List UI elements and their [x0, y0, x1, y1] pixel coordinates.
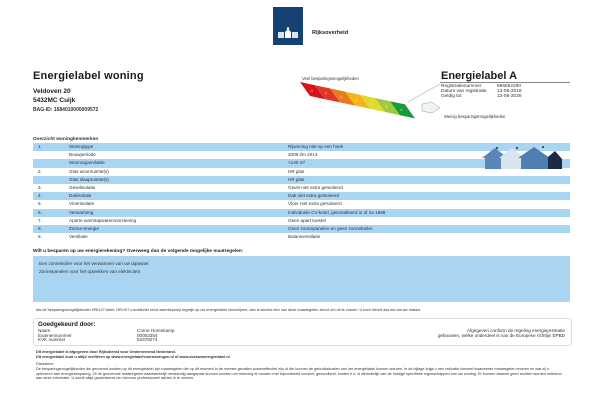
pointer-line [408, 84, 440, 102]
row-value: Vloer niet extra geïsoleerd [288, 201, 342, 207]
disclaimer-text: De besparingsmogelijkheden die genoemd worden op dit energielabel zijn maatregelen die op dit moment in de meeste gevallen kosteneffectief zijn of die kunnen de gebruikskosten van het energielabel kunnen worden. In de bijlage krijgt u een indicatie hoeveel kwarteerde maatregelen leveren en wat zij u opleveren aan energiebesparing. Of de genoemde maatregelen daadwerkelijk verstandig aangepast kunnen worden om rekening te houden met bijvoorbeeld comfort, gezondheid, kosten e.d. is afhankelijk van de huidige specifieke eigenschappen van uw woning. Er kunnen daarom geen rechten worden ontleend aan deze informatie. U wordt altijd geadviseerd om hiervoor professioneel advies in te winnen. [36, 367, 562, 380]
terraced-houses-icon [482, 145, 564, 171]
row-label: Woningtype [69, 144, 94, 149]
overview-title: Overzicht woningkenmerken [33, 137, 99, 142]
valid-until-row [441, 94, 522, 99]
table-row [33, 217, 570, 225]
issued-line: Dit energielabel is afgegeven door Rijksdienst voor Ondernemend Nederland. [36, 350, 176, 354]
savings-question: Wilt u besparen op uw energierekening? Overweeg dan de volgende mogelijke maatregelen: [33, 249, 244, 254]
conformity-line: Afgegeven conform de regeling energieprestatie [466, 328, 565, 333]
table-row [33, 184, 570, 192]
exam-number-value: 00003354 [137, 332, 158, 338]
registration-date-key: Datum van registratie [441, 89, 487, 94]
row-number: 9. [38, 234, 42, 240]
current-class-marker [422, 102, 440, 113]
verify-line: Dit energielabel kunt u altijd verifiëren op www.energielabelvoorwoningen.nl of www.zoekuwenergielabel.nl. [36, 354, 231, 359]
conformity-line: gebouwen, welke onderdeel is van de Europese richtlijn EPBD [437, 332, 565, 338]
row-value: Rijwoning niet op een hoek [288, 144, 344, 149]
measure-item: Zonnepanelen voor het opwekken van elektriciteit [39, 269, 140, 274]
row-label: Verwarming [69, 209, 94, 215]
scale-class-label: B [385, 104, 388, 109]
org-name: Rijksoverheid [312, 30, 349, 36]
row-value: HR glas [288, 176, 305, 182]
row-number: 4. [38, 193, 42, 199]
scale-class-label: E [340, 94, 343, 100]
row-number: 7. [38, 217, 42, 223]
row-number: 8. [38, 225, 42, 231]
row-label: Vloerisolatie [69, 201, 95, 207]
row-label: Bouwperiode [69, 152, 96, 158]
approver-name-value: Corne Hurenkamp [137, 328, 175, 333]
scale-bottom-label: Weinig besparingsmogelijkheden [444, 114, 506, 119]
row-label: Ventilatie [69, 234, 88, 240]
row-number: 5. [38, 201, 42, 207]
disclaimer-title: Disclaimer [36, 362, 54, 366]
row-value: Geen zonnepanelen en geen zonneboiler [288, 225, 373, 231]
scale-top-label: Veel besparingsmogelijkheden [302, 76, 359, 81]
row-number: 1. [38, 144, 42, 149]
row-value: 2006 t/m 2013 [288, 152, 318, 158]
row-label: Glas slaapruimte(s) [69, 176, 109, 182]
energy-label-title: Energielabel A [441, 70, 518, 82]
scale-class-label: C [370, 100, 373, 106]
street-address: Veldoven 20 [33, 88, 71, 95]
bag-id: BAG-ID: 1684010000009572 [33, 107, 99, 113]
measure-item: Een zonneboiler voor het verwarmen van uw tapwater [39, 261, 149, 266]
registration-value: 666652290 [497, 84, 522, 89]
row-label: Woonoppervlakte [69, 160, 105, 166]
divider [440, 82, 570, 83]
scale-class-label: A [400, 107, 403, 113]
valid-until-key: Geldig tot [441, 94, 462, 99]
postal-city: 5432MC Cuijk [33, 97, 76, 104]
row-label: Zonne-energie [69, 225, 99, 231]
coat-of-arms-icon [277, 27, 299, 39]
registration-key: Registratienummer [441, 84, 482, 89]
row-label: Aparte warmtapwatervoorziening [69, 217, 137, 223]
conformity-statement [438, 329, 565, 339]
valid-until-value: 13-06-2028 [497, 94, 522, 99]
table-row [33, 176, 570, 184]
row-label: Dakisolatie [69, 193, 92, 199]
row-value: Gevel niet extra geïsoleerd [288, 184, 343, 190]
kvk-number-value: 63378274 [137, 337, 158, 342]
row-value: Balansventilatie [288, 234, 321, 240]
issued-by [36, 350, 231, 359]
scale-class-label: D [355, 97, 358, 103]
row-value: Geen apart toestel [288, 217, 326, 223]
row-number: 3. [38, 184, 42, 190]
scale-class-label: F [325, 91, 328, 97]
row-label: Glas woonruimte(s) [69, 168, 109, 174]
row-label: Gevelisolatie [69, 184, 96, 190]
table-row [33, 209, 570, 217]
kvk-number-key: KVK nummer [38, 337, 66, 342]
scale-class-label: G [310, 88, 314, 93]
rijksoverheid-logo [273, 7, 303, 45]
table-row [33, 192, 570, 200]
approval-box [33, 318, 572, 346]
measures-note: Als de besparingsmogelijkheden HRr107-ketel, HRr107-combiketel en/of warmtepomp tegelijk op uw energielabel verschijnen, dan is slechts één van deze maatregelen zinvol om uit te voeren. U kunt hieruit dus een keuze maken. [36, 308, 422, 312]
exam-number-key: Examennummer [38, 332, 72, 338]
table-row [33, 233, 570, 241]
table-row [33, 225, 570, 233]
row-value: Dak niet extra geïsoleerd [288, 193, 340, 199]
row-value: <140 m² [288, 160, 305, 166]
approval-title: Goedgekeurd door: [38, 321, 96, 328]
approver-name-key: Naam [38, 328, 51, 333]
row-number: 2. [38, 168, 42, 174]
table-row [33, 200, 570, 208]
row-value: Individuele CV-ketel, geïnstalleerd in of na 1998 [288, 209, 386, 215]
registration-date-value: 13-06-2018 [497, 89, 522, 94]
measures-box [33, 256, 570, 302]
row-number: 6. [38, 209, 42, 215]
energy-scale-graphic [300, 82, 450, 122]
row-value: HR glas [288, 168, 305, 174]
document-title: Energielabel woning [33, 70, 144, 82]
